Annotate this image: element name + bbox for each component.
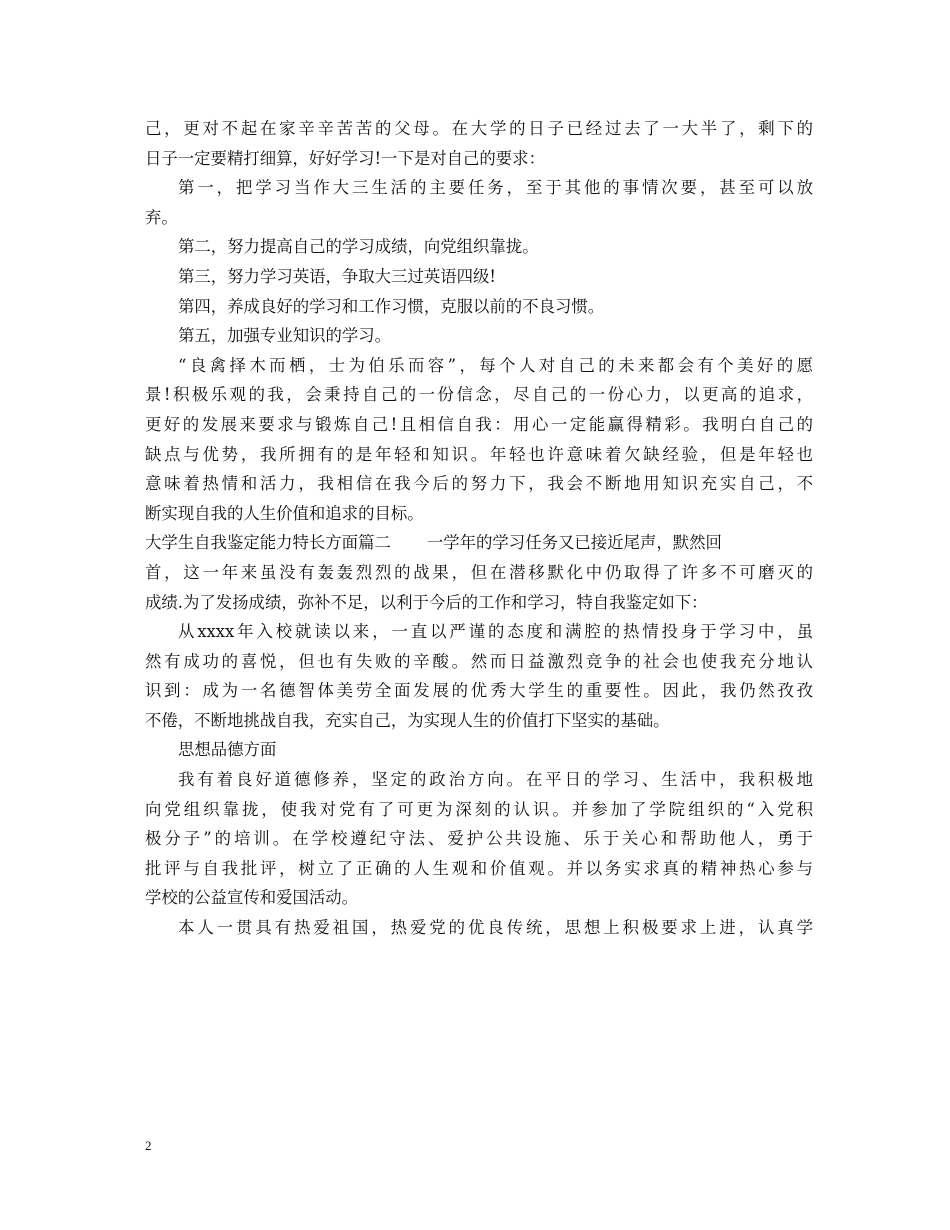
text-line: 更好的发展来要求与锻炼自己!且相信自我：用心一定能赢得精彩。我明白自己的 [145, 414, 813, 434]
section-title: 大学生自我鉴定能力特长方面篇二 [145, 533, 391, 553]
text-line: 思想品德方面 [178, 740, 277, 760]
text-line: 第三，努力学习英语，争取大三过英语四级! [178, 266, 497, 286]
section-heading-line [145, 528, 813, 558]
document-page [145, 114, 813, 943]
text-line: 第一，把学习当作大三生活的主要任务，至于其他的事情次要，甚至可以放 [178, 178, 813, 198]
text-line: 向党组织靠拢，使我对党有了可更为深刻的认识。并参加了学院组织的“入党积 [145, 799, 813, 819]
text-line: 本人一贯具有热爱祖国，热爱党的优良传统，思想上积极要求上进，认真学 [178, 918, 813, 938]
text-line: 极分子”的培训。在学校遵纪守法、爱护公共设施、乐于关心和帮助他人，勇于 [145, 829, 813, 849]
text-line: 第二，努力提高自己的学习成绩，向党组织靠拢。 [178, 237, 539, 257]
text-line: “良禽择木而栖，士为伯乐而容”，每个人对自己的未来都会有个美好的愿 [178, 355, 813, 375]
text-line: 我有着良好道德修养，坚定的政治方向。在平日的学习、生活中，我积极地 [178, 770, 813, 790]
text-line: 成绩.为了发扬成绩，弥补不足，以利于今后的工作和学习，特自我鉴定如下： [145, 592, 708, 612]
text-line: 弃。 [145, 207, 178, 227]
text-line: 日子一定要精打细算，好好学习!一下是对自己的要求： [145, 148, 545, 168]
text-line: 首，这一年来虽没有轰轰烈烈的战果，但在潜移默化中仍取得了许多不可磨灭的 [145, 562, 813, 582]
text-line: 批评与自我批评，树立了正确的人生观和价值观。并以务实求真的精神热心参与 [145, 858, 813, 878]
section-title-tail: 一学年的学习任务又已接近尾声，默然回 [426, 533, 722, 553]
text-line: 己，更对不起在家辛辛苦苦的父母。在大学的日子已经过去了一大半了，剩下的 [145, 119, 813, 138]
text-line: 断实现自我的人生价值和追求的目标。 [145, 503, 424, 523]
text-line: 学校的公益宣传和爱国活动。 [145, 888, 359, 908]
paragraph-block-2 [145, 558, 813, 943]
text-line: 不倦，不断地挑战自我，充实自己，为实现人生的价值打下坚实的基础。 [145, 710, 670, 730]
text-line: 识到：成为一名德智体美劳全面发展的优秀大学生的重要性。因此，我仍然孜孜 [145, 681, 813, 701]
text-line: 景!积极乐观的我，会秉持自己的一份信念，尽自己的一份心力，以更高的追求， [145, 385, 813, 405]
paragraph-block-1 [145, 114, 813, 528]
text-line: 然有成功的喜悦，但也有失败的辛酸。然而日益激烈竞争的社会也使我充分地认 [145, 651, 813, 671]
text-line: 缺点与优势，我所拥有的是年轻和知识。年轻也许意味着欠缺经验，但是年轻也 [145, 444, 813, 464]
page-number: 2 [145, 1138, 152, 1153]
text-line: 从xxxx年入校就读以来，一直以严谨的态度和满腔的热情投身于学习中，虽 [178, 622, 813, 642]
text-line: 第五，加强专业知识的学习。 [178, 326, 392, 346]
text-line: 第四，养成良好的学习和工作习惯，克服以前的不良习惯。 [178, 296, 605, 316]
text-line: 意味着热情和活力，我相信在我今后的努力下，我会不断地用知识充实自己，不 [145, 474, 813, 494]
